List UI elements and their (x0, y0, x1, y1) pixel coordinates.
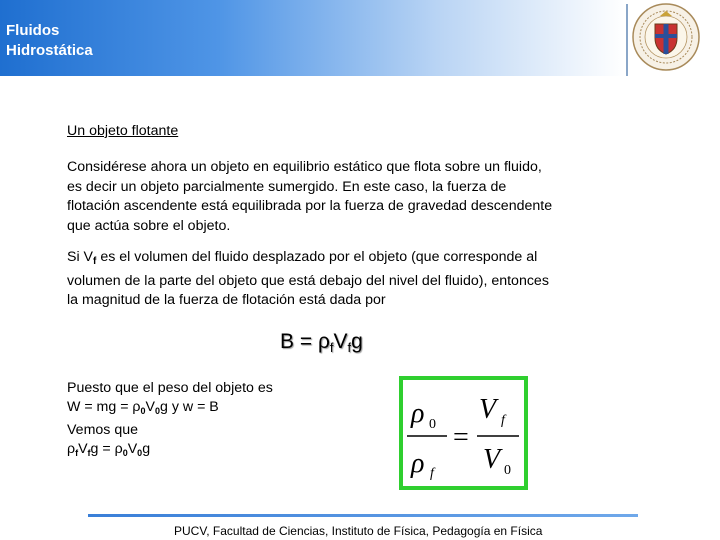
formula-v-numerator: V (479, 394, 497, 425)
paragraph-line: Si $V_f$ es el volumen del fluido desplazado por el objeto (que corresponde al (67, 249, 538, 267)
paragraph-line: Considérese ahora un objeto en equilibrio estático que flota sobre un fluido, (67, 159, 542, 175)
paragraph-displaced-volume (67, 248, 627, 311)
header-banner (0, 0, 625, 76)
university-seal-icon (631, 2, 701, 72)
section-subtitle: Un objeto flotante (67, 123, 179, 139)
paragraph-line: la magnitud de la fuerza de flotación está dada por (67, 292, 386, 308)
paragraph-line: que actúa sobre el objeto. (67, 217, 231, 234)
derivation-line: Puesto que el peso del objeto es (67, 380, 273, 396)
header-divider (626, 4, 628, 76)
title-line-2: Hidrostática (6, 42, 93, 59)
formula-rho-numerator: ρ (411, 398, 425, 429)
title-line-1: Fluidos (6, 22, 60, 39)
derivation-line: $\rho_fV_fg = \rho_0V_0g$ (67, 441, 151, 458)
paragraph-floating-object (67, 158, 627, 236)
density-ratio-formula (399, 376, 528, 490)
formula-v-denominator: V (483, 444, 501, 475)
derivation-line: W = mg = $\rho_0V_0g$ y w = B (67, 399, 219, 416)
formula-graphic (403, 380, 524, 486)
paragraph-line: volumen de la parte del objeto que está debajo del nivel del fluido), entonces (67, 272, 549, 289)
formula-sub-f-denominator: f (430, 466, 434, 481)
footer-text: PUCV, Facultad de Ciencias, Instituto de Física, Pedagogía en Física (174, 524, 543, 538)
formula-equals: = (453, 422, 469, 453)
buoyancy-equation: $B = \rho_fV_fg$ (280, 330, 363, 355)
footer-divider (88, 514, 638, 517)
formula-sub-f-numerator: f (501, 413, 505, 428)
formula-sub-0-denominator: 0 (504, 463, 511, 478)
formula-sub-0-numerator: 0 (429, 417, 436, 432)
paragraph-line: flotación ascendente está equilibrada por la fuerza de gravedad descendente (67, 198, 553, 214)
derivation-line: Vemos que (67, 422, 138, 438)
formula-rho-denominator: ρ (411, 448, 425, 479)
paragraph-line: es decir un objeto parcialmente sumergido. En este caso, la fuerza de (67, 178, 507, 195)
weight-derivation (67, 379, 273, 463)
